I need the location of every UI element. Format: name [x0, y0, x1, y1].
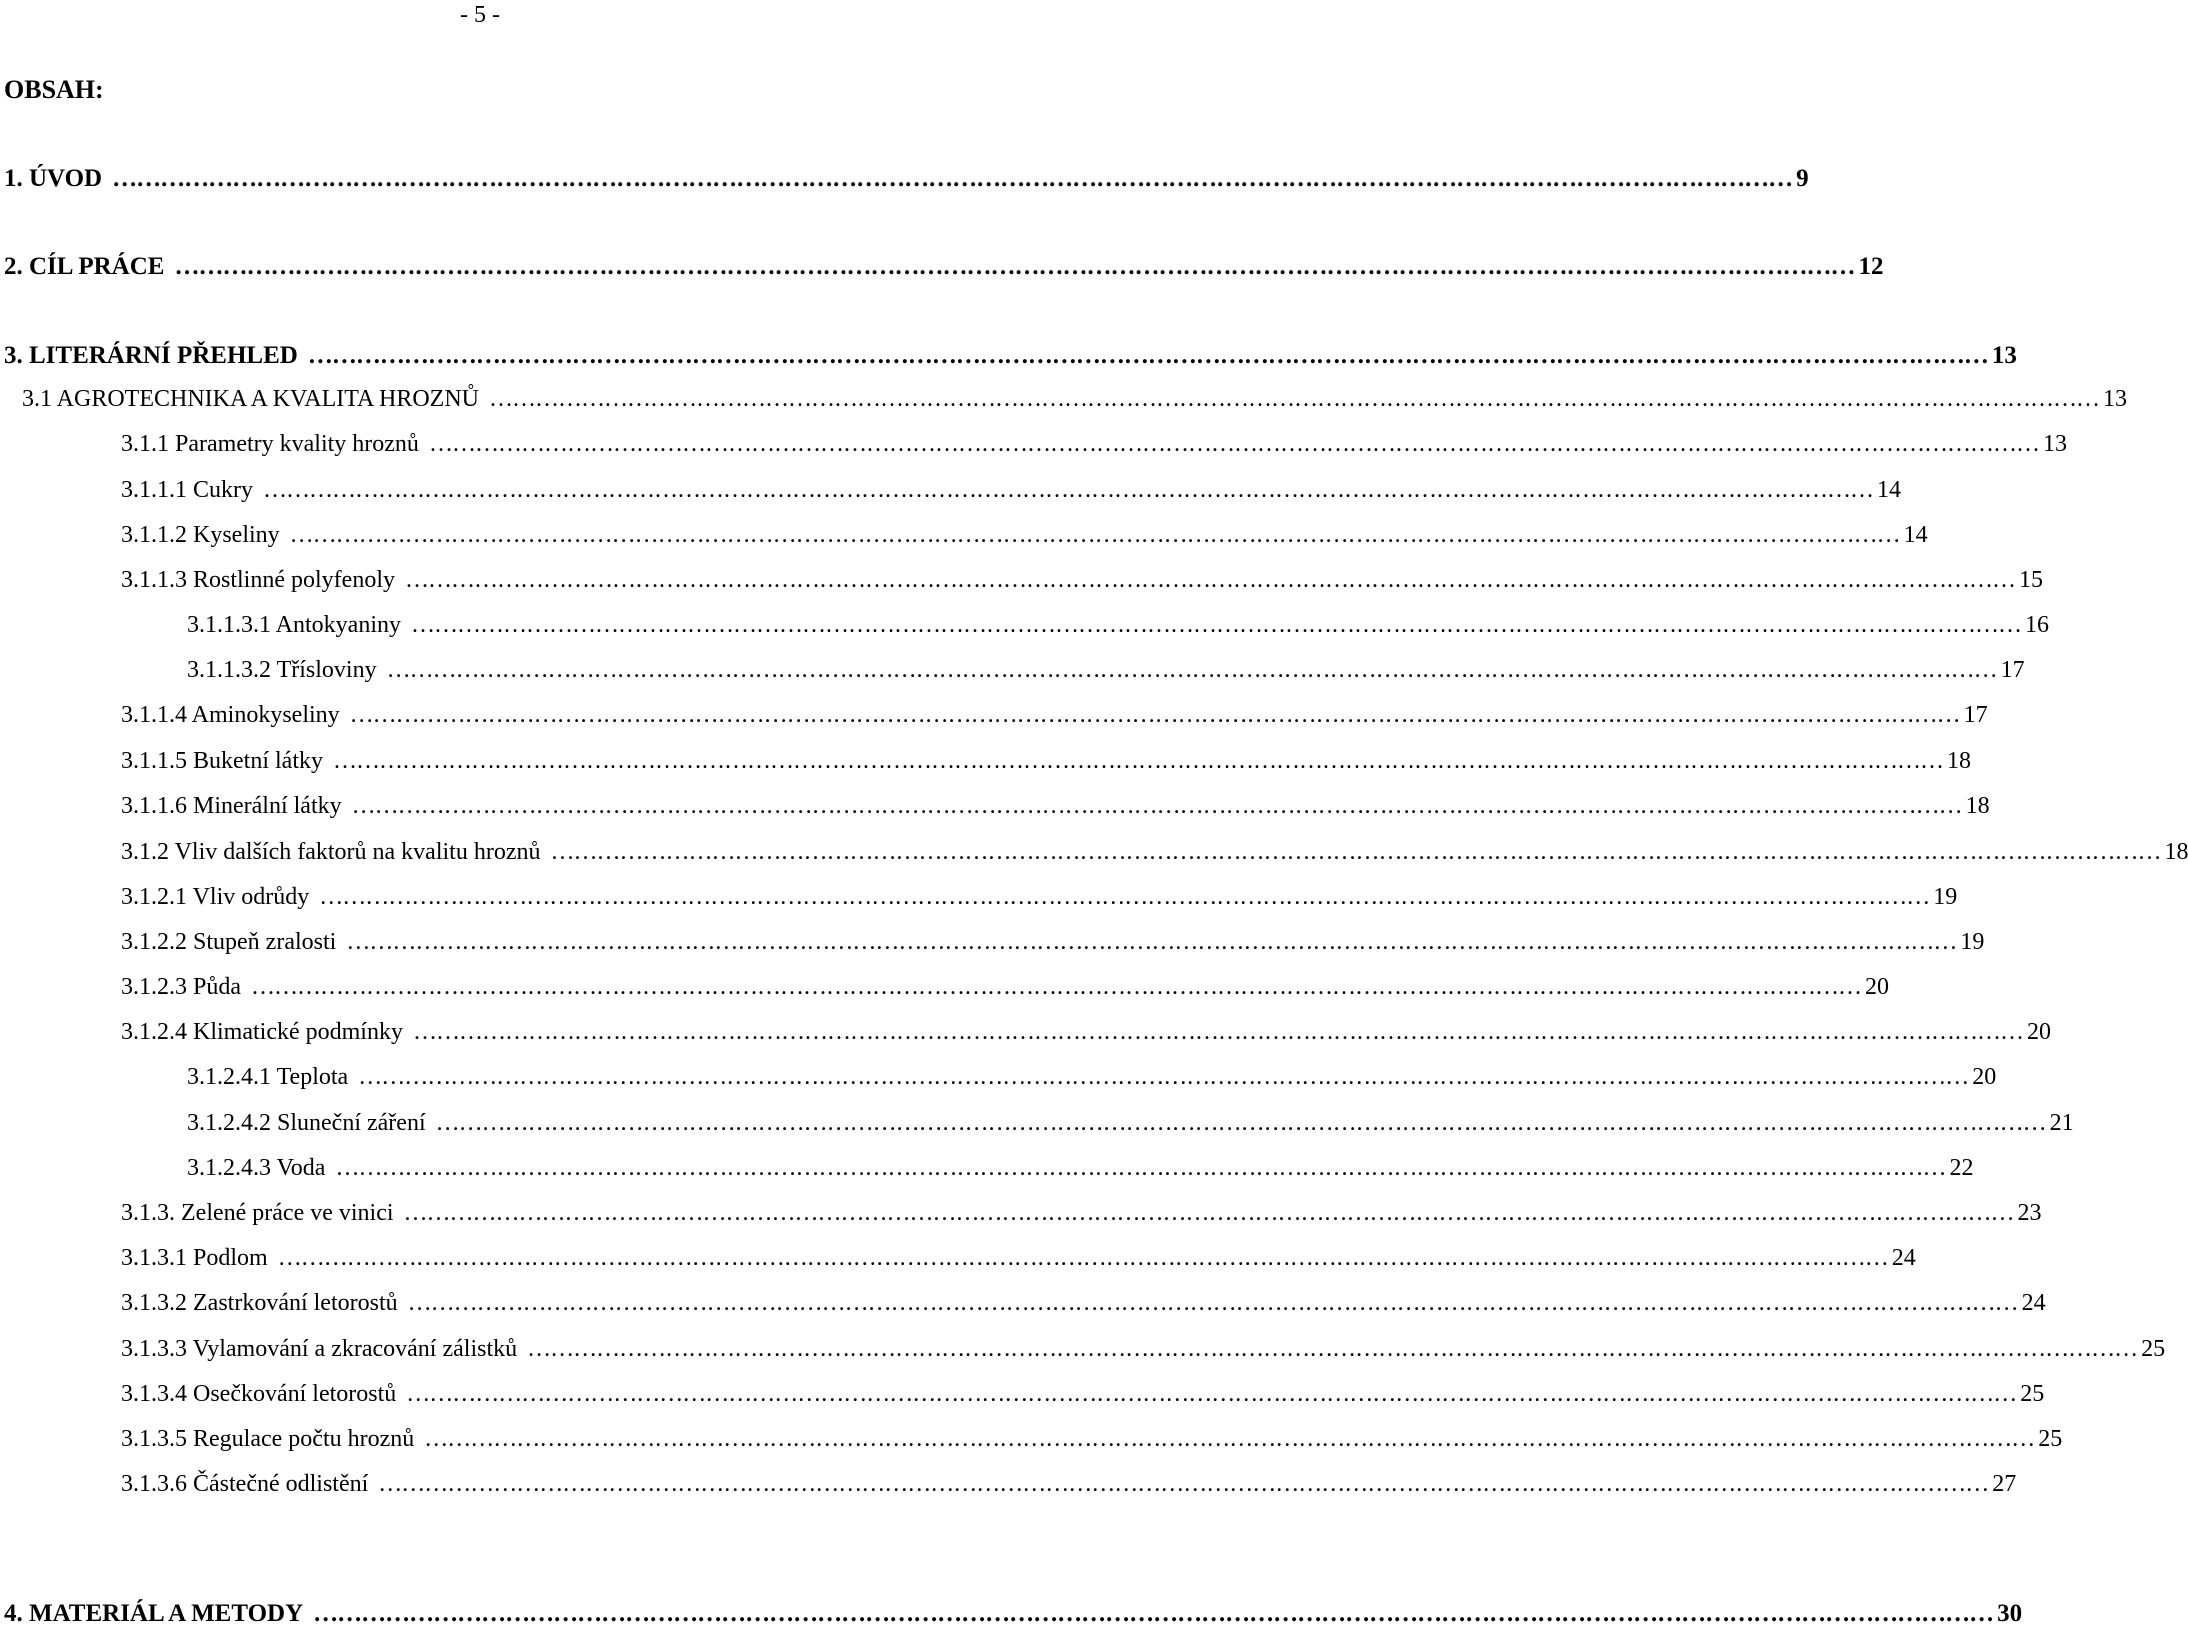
toc-entry-title: 3.1.2.4 Klimatické podmínky — [121, 1019, 403, 1045]
toc-entry-title: 3.1.3.3 Vylamování a zkracování zálistků — [121, 1336, 518, 1362]
dot-leader: ………………………………………………………………………………………………………………………………………………………………………………………… — [263, 477, 1873, 503]
toc-entry-page: 17 — [1963, 702, 1988, 728]
toc-entry-3-1-1-4[interactable] — [121, 697, 1988, 733]
toc-entry-page: 24 — [2021, 1290, 2046, 1316]
toc-entry-page: 25 — [2141, 1336, 2166, 1362]
toc-entry-title: 3.1.3. Zelené práce ve vinici — [121, 1200, 394, 1226]
dot-leader: ………………………………………………………………………………………………………………………………………………………………………………………… — [378, 1471, 1989, 1497]
toc-entry-3-1-1-6[interactable] — [121, 788, 1990, 824]
dot-leader: ………………………………………………………………………………………………………………………………………………………………………………………… — [277, 1245, 1888, 1271]
toc-entry-title: 3. LITERÁRNÍ PŘEHLED — [4, 342, 298, 369]
dot-leader: ………………………………………………………………………………………………………………………………………………………………………………………… — [358, 1064, 1969, 1090]
dot-leader: ………………………………………………………………………………………………………………………………………………………………………………………… — [112, 165, 1793, 192]
toc-entry-page: 20 — [1865, 974, 1889, 1000]
toc-entry-3-1-1-5[interactable] — [121, 743, 1971, 779]
dot-leader: ………………………………………………………………………………………………………………………………………………………………………………………… — [251, 974, 1861, 1000]
toc-entry-page: 17 — [2000, 657, 2025, 683]
toc-entry-literarni-prehled[interactable] — [4, 338, 2017, 374]
toc-entry-3-1-3-5[interactable] — [121, 1421, 2063, 1457]
toc-entry-page: 15 — [2018, 567, 2043, 593]
toc-entry-title: 3.1.3.1 Podlom — [121, 1245, 268, 1271]
toc-entry-3-1-1-3-2[interactable] — [187, 652, 2025, 688]
toc-entry-page: 9 — [1796, 165, 1809, 192]
dot-leader: ………………………………………………………………………………………………………………………………………………………………………………………… — [313, 1600, 1994, 1627]
toc-entry-page: 20 — [2026, 1019, 2051, 1045]
dot-leader: ………………………………………………………………………………………………………………………………………………………………………………………… — [319, 884, 1930, 910]
toc-entry-title: 3.1.3.2 Zastrkování letorostů — [121, 1290, 398, 1316]
toc-entry-page: 13 — [1991, 342, 2017, 369]
dot-leader: ………………………………………………………………………………………………………………………………………………………………………………………… — [386, 657, 1997, 683]
toc-entry-material-a-metody[interactable] — [4, 1596, 2023, 1632]
dot-leader: ………………………………………………………………………………………………………………………………………………………………………………………… — [411, 612, 2021, 638]
toc-entry-title: 3.1.2.2 Stupeň zralosti — [121, 929, 337, 955]
toc-entry-title: 3.1.1.3 Rostlinné polyfenoly — [121, 567, 395, 593]
toc-entry-title: 3.1.2.4.1 Teplota — [187, 1064, 349, 1090]
dot-leader: ………………………………………………………………………………………………………………………………………………………………………………………… — [404, 567, 2015, 593]
toc-entry-title: 3.1.3.5 Regulace počtu hroznů — [121, 1426, 415, 1452]
toc-entry-cil-prace[interactable] — [4, 249, 1884, 285]
dot-leader: ………………………………………………………………………………………………………………………………………………………………………………………… — [406, 1381, 2017, 1407]
toc-entry-page: 16 — [2025, 612, 2049, 638]
toc-heading: OBSAH: — [4, 75, 104, 104]
toc-entry-page: 19 — [1960, 929, 1985, 955]
toc-entry-3-1-3-2[interactable] — [121, 1285, 2046, 1321]
toc-entry-page: 19 — [1933, 884, 1958, 910]
toc-entry-3-1-2-4[interactable] — [121, 1014, 2051, 1050]
toc-entry-page: 27 — [1992, 1471, 2017, 1497]
dot-leader: ………………………………………………………………………………………………………………………………………………………………………………………… — [403, 1200, 2014, 1226]
toc-entry-title: 2. CÍL PRÁCE — [4, 253, 165, 280]
dot-leader: ………………………………………………………………………………………………………………………………………………………………………………………… — [289, 522, 1900, 548]
toc-entry-page: 21 — [2049, 1110, 2074, 1136]
dot-leader: ………………………………………………………………………………………………………………………………………………………………………………………… — [174, 253, 1855, 280]
dot-leader: ………………………………………………………………………………………………………………………………………………………………………………………… — [424, 1426, 2035, 1452]
toc-entry-page: 14 — [1877, 477, 1901, 503]
toc-entry-title: 3.1.3.4 Osečkování letorostů — [121, 1381, 397, 1407]
toc-entry-3-1-2[interactable] — [121, 834, 2188, 870]
dot-leader: ………………………………………………………………………………………………………………………………………………………………………………………… — [412, 1019, 2023, 1045]
dot-leader: ………………………………………………………………………………………………………………………………………………………………………………………… — [351, 793, 1962, 819]
dot-leader: ………………………………………………………………………………………………………………………………………………………………………………………… — [349, 702, 1960, 728]
toc-entry-3-1-2-4-1[interactable] — [187, 1059, 1997, 1095]
dot-leader: ………………………………………………………………………………………………………………………………………………………………………………………… — [550, 839, 2161, 865]
dot-leader: ………………………………………………………………………………………………………………………………………………………………………………………… — [435, 1110, 2046, 1136]
toc-entry-page: 25 — [2038, 1426, 2063, 1452]
toc-entry-3-1-3-4[interactable] — [121, 1376, 2045, 1412]
toc-entry-page: 20 — [1972, 1064, 1997, 1090]
toc-entry-title: 3.1.2.3 Půda — [121, 974, 241, 1000]
toc-entry-page: 14 — [1903, 522, 1928, 548]
toc-entry-3-1-3[interactable] — [121, 1195, 2042, 1231]
dot-leader: ………………………………………………………………………………………………………………………………………………………………………………………… — [428, 431, 2039, 457]
toc-entry-3-1-3-6[interactable] — [121, 1466, 2017, 1502]
dot-leader: ………………………………………………………………………………………………………………………………………………………………………………………… — [335, 1155, 1946, 1181]
toc-entry-title: 3.1.2.4.3 Voda — [187, 1155, 326, 1181]
toc-entry-title: 3.1.2.1 Vliv odrůdy — [121, 884, 310, 910]
toc-entry-title: 3.1.1.4 Aminokyseliny — [121, 702, 340, 728]
toc-entry-3-1-1-2[interactable] — [121, 517, 1928, 553]
dot-leader: ………………………………………………………………………………………………………………………………………………………………………………………… — [346, 929, 1957, 955]
toc-entry-page: 13 — [2102, 386, 2127, 412]
toc-entry-title: 3.1.2.4.2 Sluneční záření — [187, 1110, 426, 1136]
toc-entry-3-1-3-1[interactable] — [121, 1240, 1916, 1276]
toc-entry-3-1-1-3[interactable] — [121, 562, 2043, 598]
toc-entry-page: 24 — [1891, 1245, 1916, 1271]
dot-leader: ………………………………………………………………………………………………………………………………………………………………………………………… — [332, 748, 1943, 774]
toc-entry-page: 22 — [1949, 1155, 1974, 1181]
toc-entry-page: 12 — [1858, 253, 1884, 280]
toc-entry-page: 18 — [1965, 793, 1990, 819]
toc-entry-title: 3.1.1.2 Kyseliny — [121, 522, 280, 548]
toc-entry-3-1-2-4-3[interactable] — [187, 1150, 1974, 1186]
toc-entry-3-1-2-1[interactable] — [121, 879, 1958, 915]
toc-entry-title: 3.1.1 Parametry kvality hroznů — [121, 431, 419, 457]
dot-leader: ………………………………………………………………………………………………………………………………………………………………………………………… — [488, 386, 2099, 412]
dot-leader: ………………………………………………………………………………………………………………………………………………………………………………………… — [307, 342, 1988, 369]
toc-entry-3-1-1[interactable] — [121, 426, 2067, 462]
toc-entry-3-1-2-4-2[interactable] — [187, 1105, 2074, 1141]
toc-entry-title: 3.1.1.3.1 Antokyaniny — [187, 612, 401, 638]
toc-entry-uvod[interactable] — [4, 161, 1809, 197]
toc-entry-title: 3.1.1.1 Cukry — [121, 477, 253, 503]
toc-entry-page: 13 — [2042, 431, 2067, 457]
toc-entry-page: 25 — [2020, 1381, 2045, 1407]
toc-entry-page: 23 — [2017, 1200, 2042, 1226]
toc-entry-title: 3.1.1.5 Buketní látky — [121, 748, 323, 774]
dot-leader: ………………………………………………………………………………………………………………………………………………………………………………………… — [527, 1336, 2138, 1362]
toc-entry-title: 3.1.2 Vliv dalších faktorů na kvalitu hroznů — [121, 839, 541, 865]
toc-entry-page: 18 — [1946, 748, 1971, 774]
toc-entry-3-1-1-1[interactable] — [121, 472, 1901, 508]
toc-entry-title: 3.1 AGROTECHNIKA A KVALITA HROZNŮ — [22, 386, 479, 412]
toc-entry-title: 3.1.3.6 Částečné odlistění — [121, 1471, 369, 1497]
toc-entry-title: 1. ÚVOD — [4, 165, 103, 192]
toc-entry-title: 3.1.1.3.2 Třísloviny — [187, 657, 377, 683]
toc-entry-3-1[interactable] — [22, 381, 2127, 417]
toc-entry-3-1-3-3[interactable] — [121, 1331, 2166, 1367]
toc-entry-3-1-2-2[interactable] — [121, 924, 1985, 960]
toc-entry-3-1-2-3[interactable] — [121, 969, 1889, 1005]
toc-entry-page: 18 — [2164, 839, 2188, 865]
toc-entry-page: 30 — [1997, 1600, 2023, 1627]
toc-entry-title: 3.1.1.6 Minerální látky — [121, 793, 342, 819]
dot-leader: ………………………………………………………………………………………………………………………………………………………………………………………… — [407, 1290, 2018, 1316]
page-number: - 5 - — [460, 2, 500, 28]
toc-entry-3-1-1-3-1[interactable] — [187, 607, 2049, 643]
toc-entry-title: 4. MATERIÁL A METODY — [4, 1600, 304, 1627]
